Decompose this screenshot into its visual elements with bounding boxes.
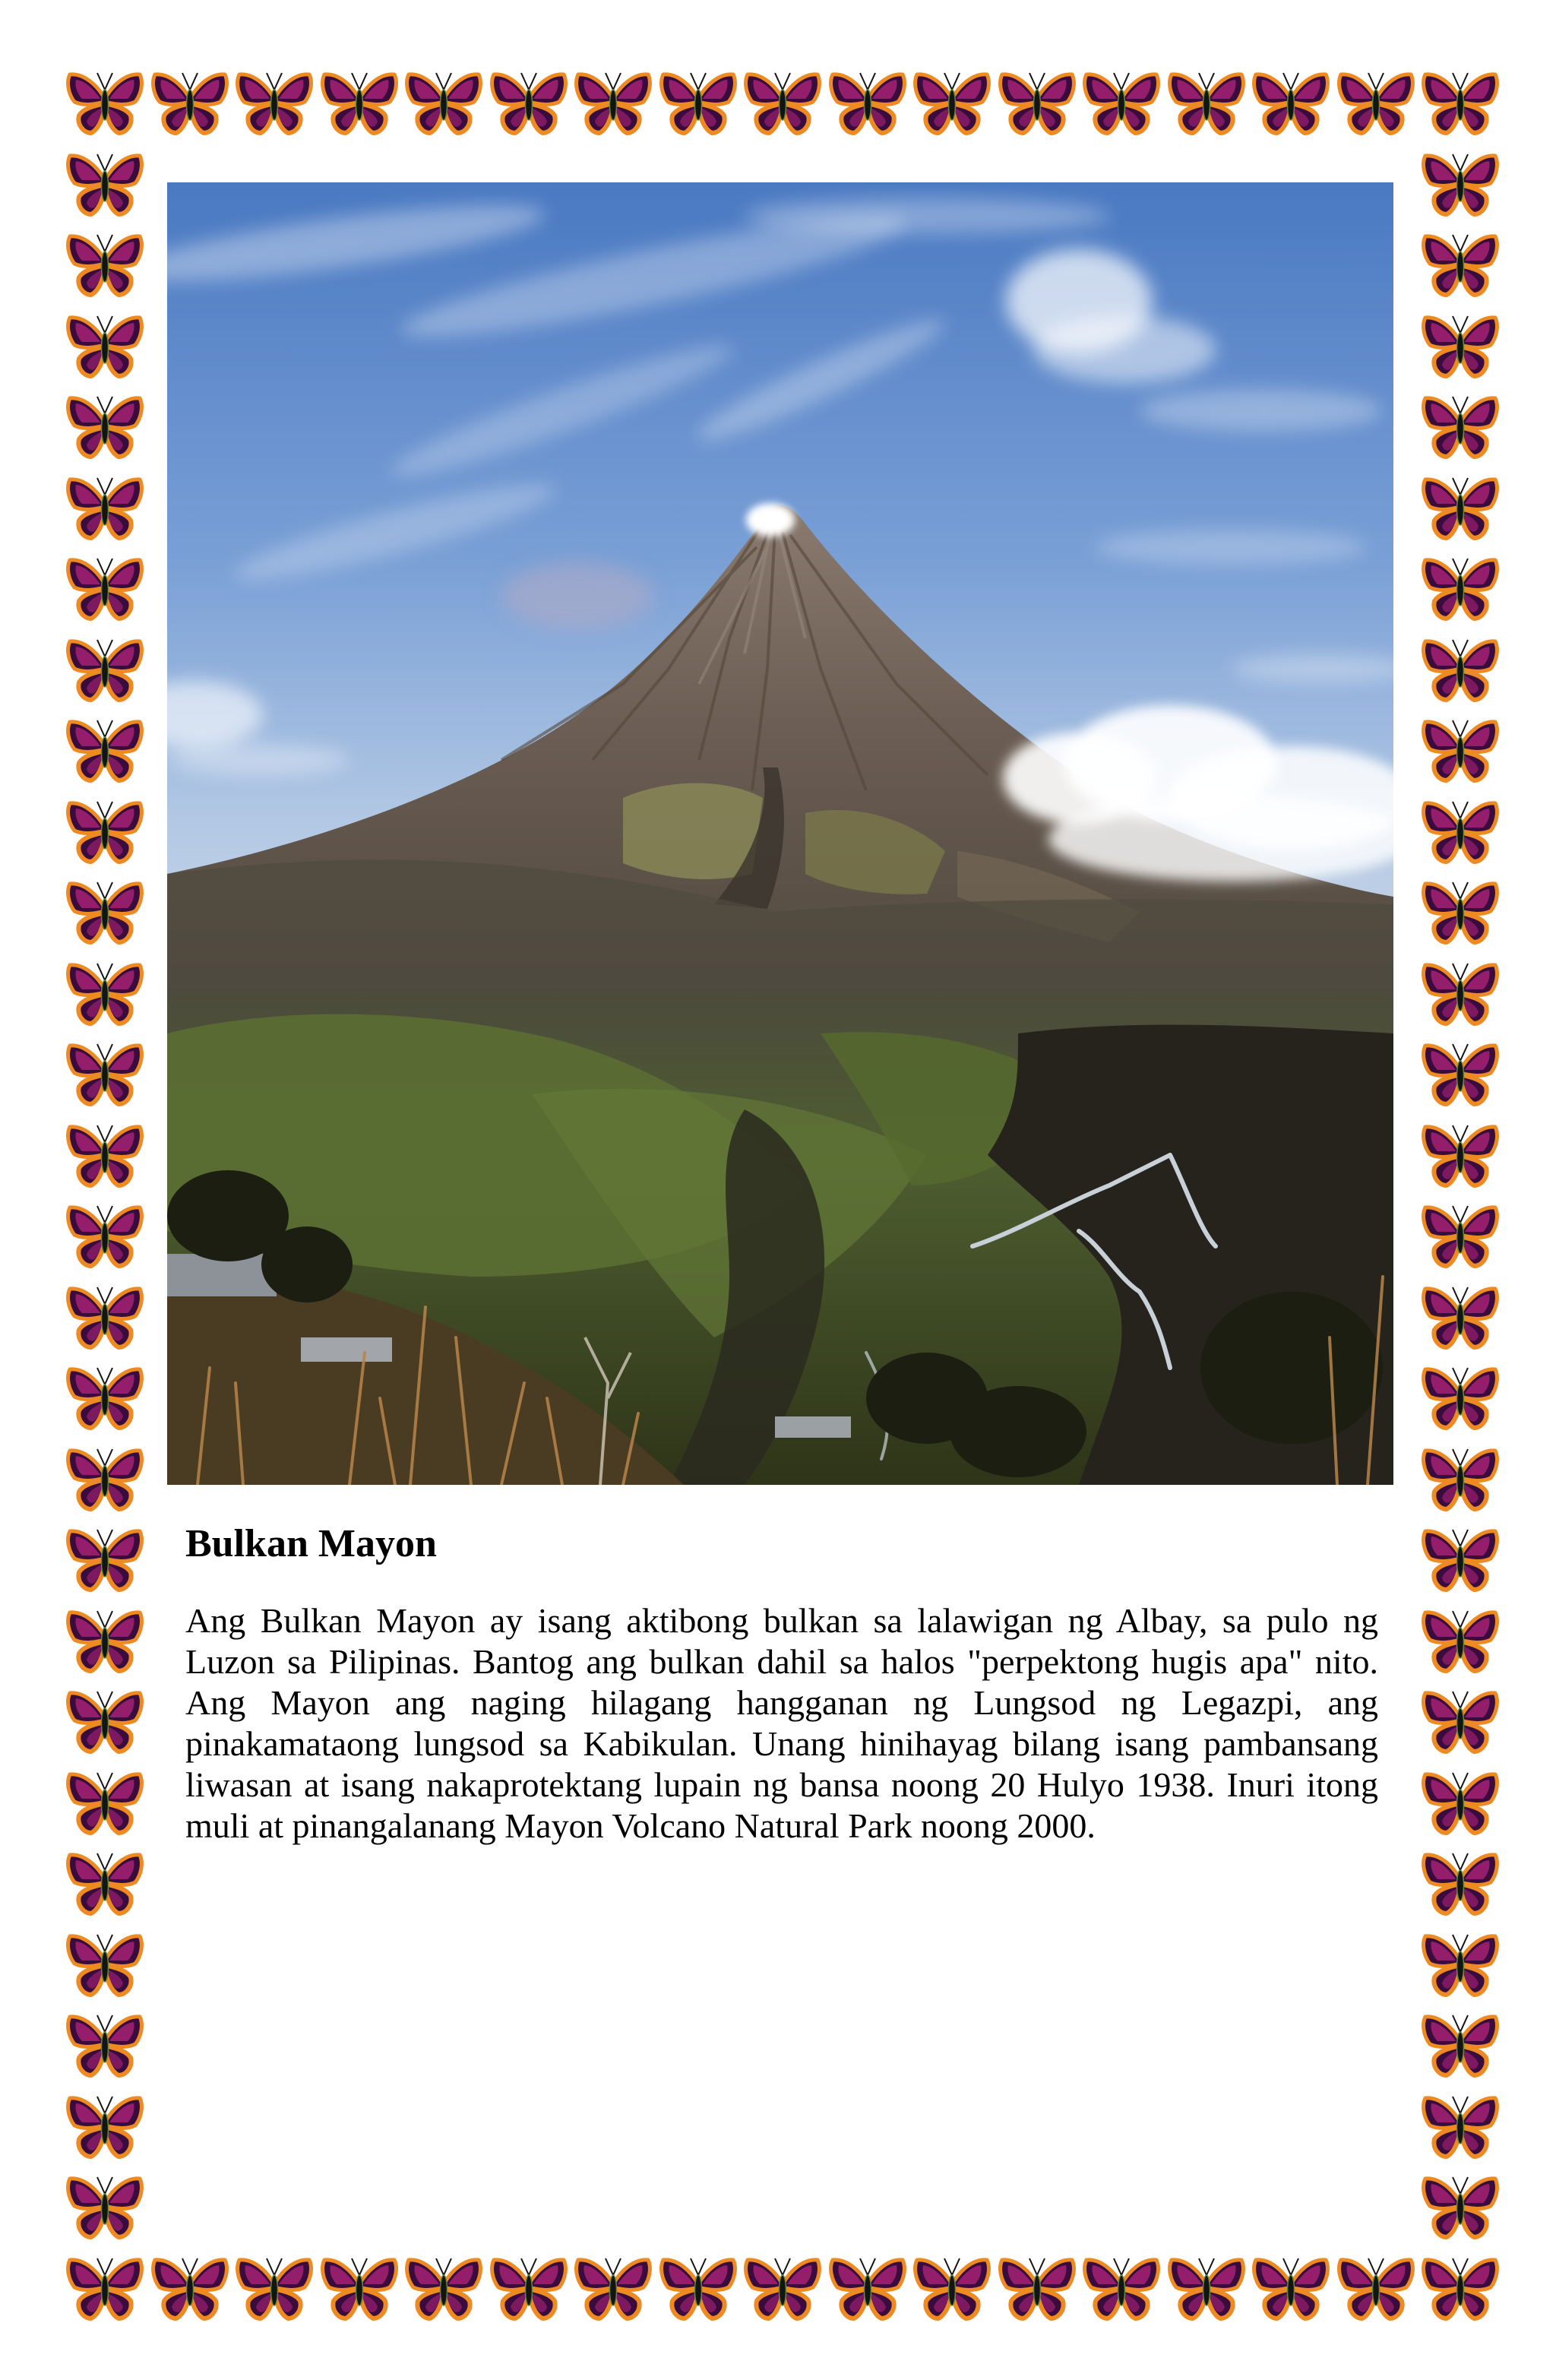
butterfly-icon <box>64 1606 146 1675</box>
butterfly-icon <box>1419 1363 1501 1432</box>
butterfly-icon <box>1080 2254 1162 2322</box>
paragraph-line: Luzon sa Pilipinas. Bantog ang bulkan dahil sa halos "perpektong hugis apa" nito. <box>185 1642 1378 1681</box>
butterfly-icon <box>64 68 146 137</box>
butterfly-icon <box>1165 2254 1248 2322</box>
butterfly-icon <box>1419 1930 1501 1999</box>
paragraph-line: muli at pinangalanang Mayon Volcano Natural Park noong 2000. <box>185 1806 1096 1845</box>
butterfly-icon <box>1419 230 1501 299</box>
butterfly-icon <box>742 2254 824 2322</box>
butterfly-icon <box>488 68 570 137</box>
butterfly-icon <box>1419 1445 1501 1513</box>
butterfly-icon <box>64 554 146 622</box>
butterfly-icon <box>1419 1040 1501 1108</box>
butterfly-icon <box>64 1040 146 1108</box>
butterfly-icon <box>1419 1606 1501 1675</box>
butterfly-icon <box>1419 1121 1501 1189</box>
butterfly-icon <box>1419 959 1501 1027</box>
butterfly-icon <box>911 68 993 137</box>
paragraph-line: Ang Bulkan Mayon ay isang aktibong bulkan sa lalawigan ng Albay, sa pulo ng <box>185 1601 1378 1640</box>
butterfly-icon <box>1419 2254 1501 2322</box>
butterfly-icon <box>1419 1687 1501 1755</box>
butterfly-icon <box>64 1849 146 1917</box>
butterfly-icon <box>1419 312 1501 380</box>
butterfly-icon <box>64 312 146 380</box>
butterfly-icon <box>1419 68 1501 137</box>
butterfly-icon <box>1419 716 1501 784</box>
butterfly-icon <box>1250 2254 1332 2322</box>
article-paragraph <box>185 1600 1378 1847</box>
butterfly-icon <box>64 2254 146 2322</box>
butterfly-icon <box>64 1525 146 1594</box>
butterfly-icon <box>64 392 146 460</box>
paragraph-line: pinakamataong lungsod sa Kabikulan. Unang hinihayag bilang isang pambansang <box>185 1724 1378 1763</box>
butterfly-icon <box>1419 150 1501 218</box>
butterfly-icon <box>64 1768 146 1837</box>
butterfly-icon <box>1419 473 1501 542</box>
butterfly-icon <box>1419 797 1501 866</box>
butterfly-icon <box>1419 635 1501 704</box>
volcano-photo <box>167 182 1393 1485</box>
butterfly-icon <box>1419 878 1501 946</box>
butterfly-icon <box>996 2254 1078 2322</box>
butterfly-icon <box>1419 2092 1501 2160</box>
butterfly-icon <box>64 1201 146 1270</box>
butterfly-icon <box>657 68 739 137</box>
butterfly-icon <box>1419 1525 1501 1594</box>
butterfly-icon <box>64 1121 146 1189</box>
butterfly-icon <box>233 68 315 137</box>
butterfly-icon <box>149 2254 231 2322</box>
butterfly-icon <box>827 2254 909 2322</box>
butterfly-icon <box>64 1363 146 1432</box>
butterfly-icon <box>318 68 400 137</box>
paragraph-line: Ang Mayon ang naging hilagang hangganan ng Lungsod ng Legazpi, ang <box>185 1683 1378 1722</box>
butterfly-icon <box>488 2254 570 2322</box>
butterfly-icon <box>64 878 146 946</box>
butterfly-icon <box>827 68 909 137</box>
butterfly-icon <box>64 150 146 218</box>
butterfly-icon <box>657 2254 739 2322</box>
butterfly-icon <box>1419 554 1501 622</box>
butterfly-icon <box>64 1930 146 1999</box>
butterfly-icon <box>64 230 146 299</box>
butterfly-icon <box>1080 68 1162 137</box>
butterfly-icon <box>64 635 146 704</box>
butterfly-icon <box>1165 68 1248 137</box>
butterfly-icon <box>572 68 654 137</box>
butterfly-icon <box>1419 1283 1501 1351</box>
butterfly-icon <box>1419 392 1501 460</box>
butterfly-icon <box>64 1687 146 1755</box>
butterfly-icon <box>233 2254 315 2322</box>
butterfly-icon <box>64 2011 146 2079</box>
butterfly-icon <box>996 68 1078 137</box>
butterfly-icon <box>1419 2011 1501 2079</box>
butterfly-icon <box>318 2254 400 2322</box>
butterfly-icon <box>64 473 146 542</box>
butterfly-icon <box>149 68 231 137</box>
butterfly-icon <box>572 2254 654 2322</box>
butterfly-icon <box>64 2173 146 2241</box>
butterfly-icon <box>403 2254 485 2322</box>
article-title: Bulkan Mayon <box>185 1522 437 1565</box>
butterfly-icon <box>64 1445 146 1513</box>
butterfly-icon <box>64 797 146 866</box>
butterfly-icon <box>1419 2173 1501 2241</box>
butterfly-icon <box>1419 1849 1501 1917</box>
paragraph-line: liwasan at isang nakaprotektang lupain ng bansa noong 20 Hulyo 1938. Inuri itong <box>185 1765 1378 1804</box>
butterfly-icon <box>742 68 824 137</box>
butterfly-icon <box>1335 68 1417 137</box>
butterfly-icon <box>1335 2254 1417 2322</box>
summit-plume <box>746 503 795 536</box>
butterfly-icon <box>64 2092 146 2160</box>
butterfly-icon <box>1419 1768 1501 1837</box>
butterfly-icon <box>64 1283 146 1351</box>
foreground <box>167 988 1393 1485</box>
butterfly-icon <box>64 959 146 1027</box>
butterfly-icon <box>911 2254 993 2322</box>
butterfly-icon <box>1419 1201 1501 1270</box>
butterfly-icon <box>1250 68 1332 137</box>
butterfly-icon <box>64 716 146 784</box>
butterfly-icon <box>403 68 485 137</box>
